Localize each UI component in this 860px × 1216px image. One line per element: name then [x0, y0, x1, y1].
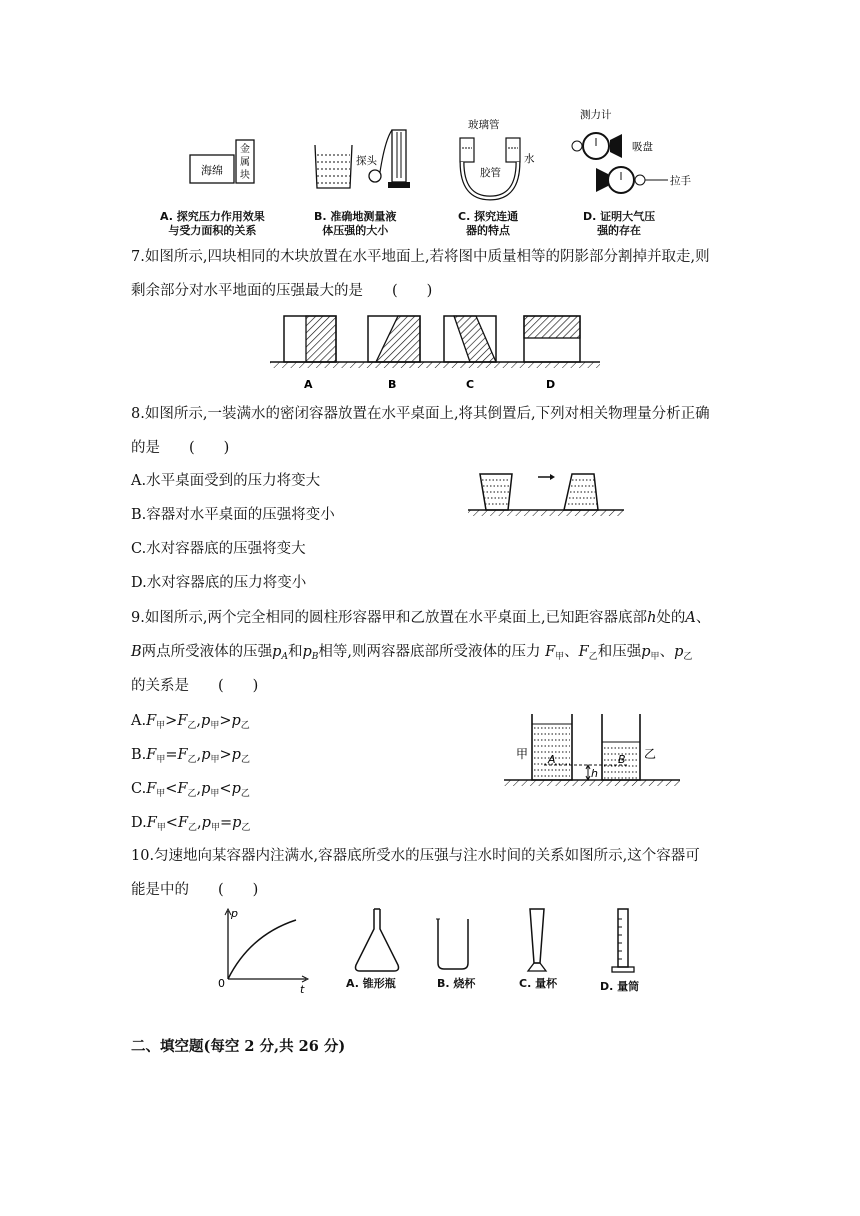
- q9-opt-a-p2: p: [231, 713, 241, 729]
- q6-fig-d: [572, 108, 691, 193]
- q9-line2-a: 两点所受液体的压强: [141, 644, 273, 660]
- caption-c: [458, 210, 518, 238]
- origin-label: 0: [218, 977, 225, 990]
- q9-opt-b-s3: 甲: [210, 755, 220, 765]
- q9-pa-sub: A: [281, 652, 288, 662]
- q8-line2: 的是 ( ): [131, 440, 230, 456]
- axis-p-label: p: [231, 907, 238, 920]
- q9-option-d: $D.F_甲<F_乙,p_甲=p_乙$: [131, 815, 251, 833]
- q9-opt-a-s3: 甲: [210, 721, 220, 731]
- q9-opt-c-letter: C.: [131, 781, 147, 797]
- q7-line1: 7.如图所示,四块相同的木块放置在水平地面上,若将图中质量相等的阴影部分割掉并取走,则: [131, 249, 710, 265]
- q9-opt-d-r1: <: [165, 815, 178, 831]
- q9-opt-b-f2: F: [177, 747, 188, 763]
- q9-opt-a-s1: 甲: [156, 721, 166, 731]
- q9-pa: p: [272, 644, 282, 660]
- q9-opt-d-s3: 甲: [210, 823, 220, 833]
- q10-caption-a: A. 锥形瓶: [346, 977, 396, 990]
- q9-opt-c-r2: <: [219, 781, 232, 797]
- q7-label-d: D: [546, 378, 556, 391]
- q9-opt-c-f1: F: [146, 781, 157, 797]
- q7-label-c: C: [466, 378, 475, 391]
- q9-opt-b-p1: p: [201, 747, 211, 763]
- section-2-heading: 二、填空题(每空 2 分,共 26 分): [131, 1038, 346, 1055]
- q9-point-b: B: [131, 644, 142, 660]
- q6-figures: [180, 100, 720, 210]
- q9-opt-c-p1: p: [201, 781, 211, 797]
- q10-line1: 10.匀速地向某容器内注满水,容器底所受水的压强与注水时间的关系如图所示,这个容器可: [131, 848, 700, 864]
- q10-caption-d: D. 量筒: [600, 980, 640, 993]
- q9-opt-b-s1: 甲: [156, 755, 166, 765]
- block-label-3: 块: [240, 170, 250, 181]
- graduated-cylinder-icon: [612, 909, 634, 972]
- q9-line2: [131, 642, 692, 667]
- q6-fig-a: [190, 140, 254, 183]
- q9-fig-yi: 乙: [644, 747, 657, 761]
- caption-c-line1: C. 探究连通: [458, 210, 519, 223]
- q9-p-jia-sub: 甲: [650, 652, 660, 662]
- q9-p-jia: p: [641, 644, 651, 660]
- q9-opt-a-s2: 乙: [187, 721, 197, 731]
- rubber-tube-label: 胶管: [480, 167, 501, 179]
- q9-opt-c-s3: 甲: [210, 789, 220, 799]
- beaker-icon: [436, 919, 468, 969]
- q9-figure: [504, 710, 684, 790]
- handle-label: 拉手: [670, 175, 691, 187]
- q8-option-a: A.水平桌面受到的压力将变大: [131, 473, 321, 489]
- q9-opt-a-letter: A.: [131, 713, 147, 729]
- q9-opt-d-f2: F: [177, 815, 189, 831]
- q9-fig-h: h: [591, 767, 598, 780]
- q8-figure: [468, 470, 628, 522]
- q9-fig-a: A: [548, 753, 556, 766]
- q9-dun: 、: [695, 610, 711, 626]
- caption-d-line2: 强的存在: [597, 224, 642, 237]
- sucker-label: 吸盘: [632, 141, 653, 153]
- q9-line1-text-b: 处的: [656, 610, 686, 626]
- q9-opt-b-r2: >: [219, 747, 232, 763]
- q9-opt-c-f2: F: [177, 781, 188, 797]
- q8-line1: 8.如图所示,一装满水的密闭容器放置在水平桌面上,将其倒置后,下列对相关物理量分析正确: [131, 406, 710, 422]
- q9-dun-3: 、: [659, 644, 675, 660]
- measuring-cup-icon: [528, 909, 546, 971]
- q9-opt-d-p2: p: [232, 815, 242, 831]
- q9-opt-d-r2: =: [219, 815, 233, 831]
- q9-opt-b-f1: F: [146, 747, 157, 763]
- q7-label-b: B: [388, 378, 397, 391]
- q9-fig-b: B: [618, 753, 626, 766]
- q9-opt-b-s4: 乙: [240, 755, 250, 765]
- q10-line2: 能是中的 ( ): [131, 882, 259, 898]
- q9-option-a: $A.F_甲>F_乙,p_甲>p_乙$: [131, 713, 250, 731]
- glass-tube-label: 玻璃管: [468, 119, 500, 131]
- q10-graph: [218, 907, 308, 996]
- q9-f-jia-sub: 甲: [555, 652, 565, 662]
- q9-opt-a-f1: F: [146, 713, 157, 729]
- q10-figure: [210, 905, 660, 1000]
- q9-p-yi: p: [674, 644, 684, 660]
- q9-dun-2: 、: [564, 644, 579, 660]
- q9-f-jia: F: [545, 644, 556, 660]
- caption-d-line1: D. 证明大气压: [583, 210, 656, 223]
- q9-fig-jia: 甲: [516, 747, 529, 761]
- q9-p-yi-sub: 乙: [683, 652, 693, 662]
- q9-opt-d-f1: F: [146, 815, 157, 831]
- q10-caption-b: B. 烧杯: [437, 977, 476, 990]
- q9-option-b: $B.F_甲=F_乙,p_甲>p_乙$: [131, 747, 250, 765]
- q9-opt-a-r2: >: [219, 713, 232, 729]
- q9-f-yi: F: [578, 644, 589, 660]
- block-label-2: 属: [240, 157, 250, 168]
- q9-line3: 的关系是 ( ): [131, 678, 259, 694]
- caption-b-line1: B. 准确地测量液: [314, 210, 397, 223]
- caption-a-line1: A. 探究压力作用效果: [160, 210, 265, 223]
- q9-option-c: $C.F_甲<F_乙,p_甲<p_乙$: [131, 781, 250, 799]
- caption-c-line2: 器的特点: [466, 224, 511, 237]
- q9-opt-d-s4: 乙: [241, 823, 251, 833]
- q9-opt-a-r1: >: [165, 713, 178, 729]
- block-label-1: 金: [240, 144, 250, 155]
- q9-he: 和: [287, 644, 303, 660]
- caption-d: [583, 210, 655, 238]
- caption-b-line2: 体压强的大小: [322, 224, 389, 237]
- q9-line2-b: 相等,则两容器底部所受液体的压力: [318, 644, 541, 660]
- erlenmeyer-flask-icon: [356, 909, 399, 971]
- probe-label: 探头: [356, 155, 377, 167]
- q9-opt-d-s1: 甲: [156, 823, 166, 833]
- q7-figure: [270, 312, 610, 392]
- q8-option-c: C.水对容器底的压强将变大: [131, 541, 306, 557]
- q9-opt-c-r1: <: [165, 781, 178, 797]
- caption-a-line2: 与受力面积的关系: [168, 224, 257, 237]
- q10-caption-c: C. 量杯: [519, 977, 558, 990]
- q9-f-yi-sub: 乙: [588, 652, 598, 662]
- q9-opt-b-p2: p: [231, 747, 241, 763]
- q9-opt-b-letter: B.: [131, 747, 147, 763]
- q9-opt-a-f2: F: [177, 713, 188, 729]
- q9-opt-b-s2: 乙: [187, 755, 197, 765]
- axis-t-label: t: [300, 983, 305, 996]
- q7-label-a: A: [304, 378, 313, 391]
- sponge-label: 海绵: [201, 164, 223, 177]
- q9-opt-b-r1: =: [165, 747, 178, 763]
- q9-opt-d-s2: 乙: [188, 823, 198, 833]
- q9-opt-c-s2: 乙: [187, 789, 197, 799]
- q9-opt-c-s1: 甲: [156, 789, 166, 799]
- q9-opt-c-p2: p: [231, 781, 241, 797]
- q9-line1-text: 9.如图所示,两个完全相同的圆柱形容器甲和乙放置在水平桌面上,已知距容器底部: [131, 610, 648, 626]
- q9-opt-d-p1: p: [201, 815, 211, 831]
- q9-opt-c-s4: 乙: [240, 789, 250, 799]
- q9-line2-c: 和压强: [597, 644, 642, 660]
- q7-line2: 剩余部分对水平地面的压强最大的是 ( ): [131, 283, 433, 299]
- water-label: 水: [524, 153, 535, 165]
- q9-h: h: [647, 610, 657, 626]
- q9-point-a: A: [685, 610, 696, 626]
- q9-pb: p: [302, 644, 312, 660]
- force-meter-label: 测力计: [580, 109, 612, 121]
- q6-fig-b: [315, 130, 410, 188]
- caption-a: [160, 210, 265, 238]
- q6-fig-c: [460, 118, 535, 198]
- q9-opt-a-s4: 乙: [240, 721, 250, 731]
- q9-opt-a-p1: p: [201, 713, 211, 729]
- caption-b: [314, 210, 396, 238]
- q8-option-b: B.容器对水平桌面的压强将变小: [131, 507, 335, 523]
- q9-pb-sub: B: [311, 652, 319, 662]
- q9-opt-d-letter: D.: [131, 815, 147, 831]
- q8-option-d: D.水对容器底的压力将变小: [131, 575, 307, 591]
- q9-line1: [131, 608, 710, 628]
